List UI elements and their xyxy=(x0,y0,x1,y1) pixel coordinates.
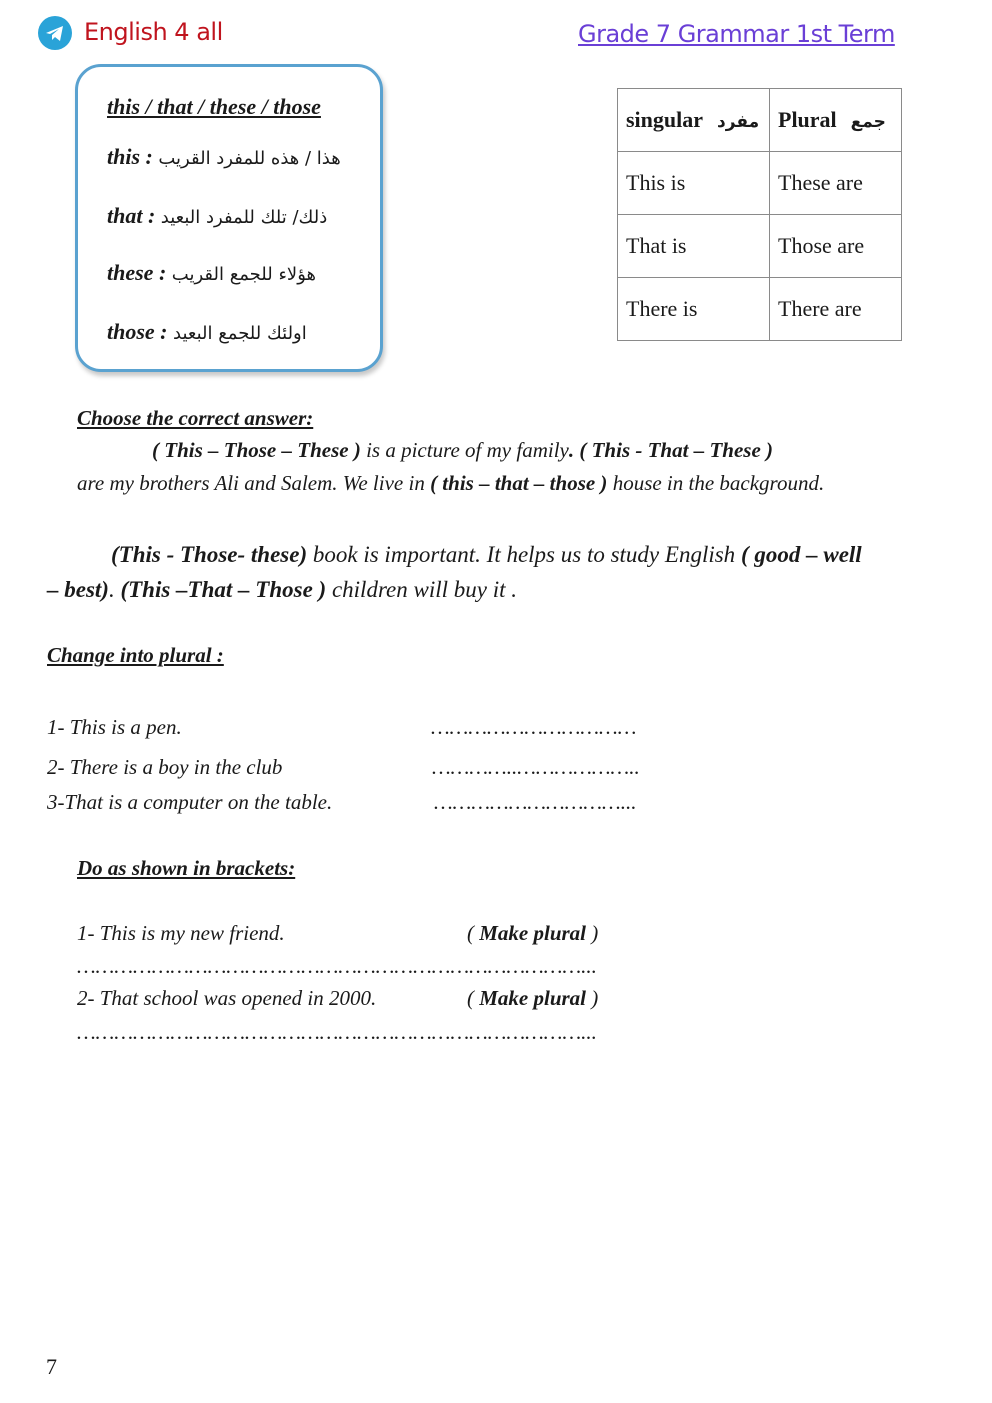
answer-blank[interactable]: …………..……………….. xyxy=(432,755,640,779)
choose-line-1: ( This – Those – These ) is a picture of my family. ( This - That – These ) xyxy=(152,438,774,462)
option-group[interactable]: ( this – that – those ) xyxy=(430,471,608,495)
option-group[interactable]: (This - Those- these) xyxy=(111,542,308,567)
cell-plural: There are xyxy=(770,278,902,341)
box-word: that : xyxy=(107,203,156,228)
table-header-row xyxy=(618,89,902,152)
table-row xyxy=(618,152,902,215)
instruction-tag: ( Make plural ) xyxy=(467,986,599,1010)
telegram-icon[interactable] xyxy=(38,16,72,50)
answer-blank[interactable]: …………………………… xyxy=(431,715,637,739)
choose-line-2: are my brothers Ali and Salem. We live in ( this – that – those ) house in the background. xyxy=(77,471,825,495)
box-arabic: ذلك/ تلك للمفرد البعيد xyxy=(160,207,328,228)
box-arabic: هؤلاء للجمع القريب xyxy=(171,264,316,285)
option-group[interactable]: ( good – well xyxy=(740,542,862,567)
brackets-item-2: 2- That school was opened in 2000. xyxy=(77,986,377,1010)
option-group[interactable]: (This –That – Those ) xyxy=(120,577,327,602)
option-group[interactable]: ( This – Those – These ) xyxy=(152,438,361,462)
box-word: this : xyxy=(107,144,153,169)
header-singular: singular مفرد xyxy=(618,89,770,152)
answer-blank[interactable]: …………………………... xyxy=(434,790,637,814)
header-plural: Plural جمع xyxy=(770,89,902,152)
cell-singular: There is xyxy=(618,278,770,341)
table-row xyxy=(618,278,902,341)
brackets-item-1: 1- This is my new friend. xyxy=(77,921,285,945)
cell-plural: These are xyxy=(770,152,902,215)
plural-item-2: 2- There is a boy in the club xyxy=(47,755,283,779)
choose-line-3: (This - Those- these) book is important. It helps us to study English ( good – well xyxy=(111,542,862,567)
answer-blank[interactable]: ………………………………………………………………………... xyxy=(77,1020,597,1044)
cell-singular: That is xyxy=(618,215,770,278)
choose-line-4: – best). (This –That – Those ) children will buy it . xyxy=(47,577,517,602)
answer-blank[interactable]: ………………………………………………………………………... xyxy=(77,954,597,978)
box-title: this / that / these / those xyxy=(107,94,321,119)
box-row-this xyxy=(107,144,341,170)
brand-title[interactable]: English 4 all xyxy=(84,18,223,46)
cell-singular: This is xyxy=(618,152,770,215)
box-arabic: اولئك للجمع البعيد xyxy=(173,323,307,344)
instruction-tag: ( Make plural ) xyxy=(467,921,599,945)
plural-item-3: 3-That is a computer on the table. xyxy=(47,790,333,814)
box-row-that xyxy=(107,203,327,229)
option-group[interactable]: ( This - That – These ) xyxy=(579,438,774,462)
box-row-these xyxy=(107,260,316,286)
box-word: these : xyxy=(107,260,167,285)
plural-heading: Change into plural : xyxy=(47,643,224,667)
cell-plural: Those are xyxy=(770,215,902,278)
choose-heading: Choose the correct answer: xyxy=(77,406,314,430)
telegram-plane-glyph xyxy=(38,16,72,50)
box-word: those : xyxy=(107,319,168,344)
brackets-heading: Do as shown in brackets: xyxy=(77,856,296,880)
box-arabic: هذا / هذه للمفرد القريب xyxy=(158,148,341,169)
term-link[interactable]: Grade 7 Grammar 1st Term xyxy=(578,20,895,48)
box-row-those xyxy=(107,319,307,345)
table-row xyxy=(618,215,902,278)
plural-item-1: 1- This is a pen. xyxy=(47,715,182,739)
page-number: 7 xyxy=(46,1354,57,1379)
singular-plural-table xyxy=(617,88,902,341)
